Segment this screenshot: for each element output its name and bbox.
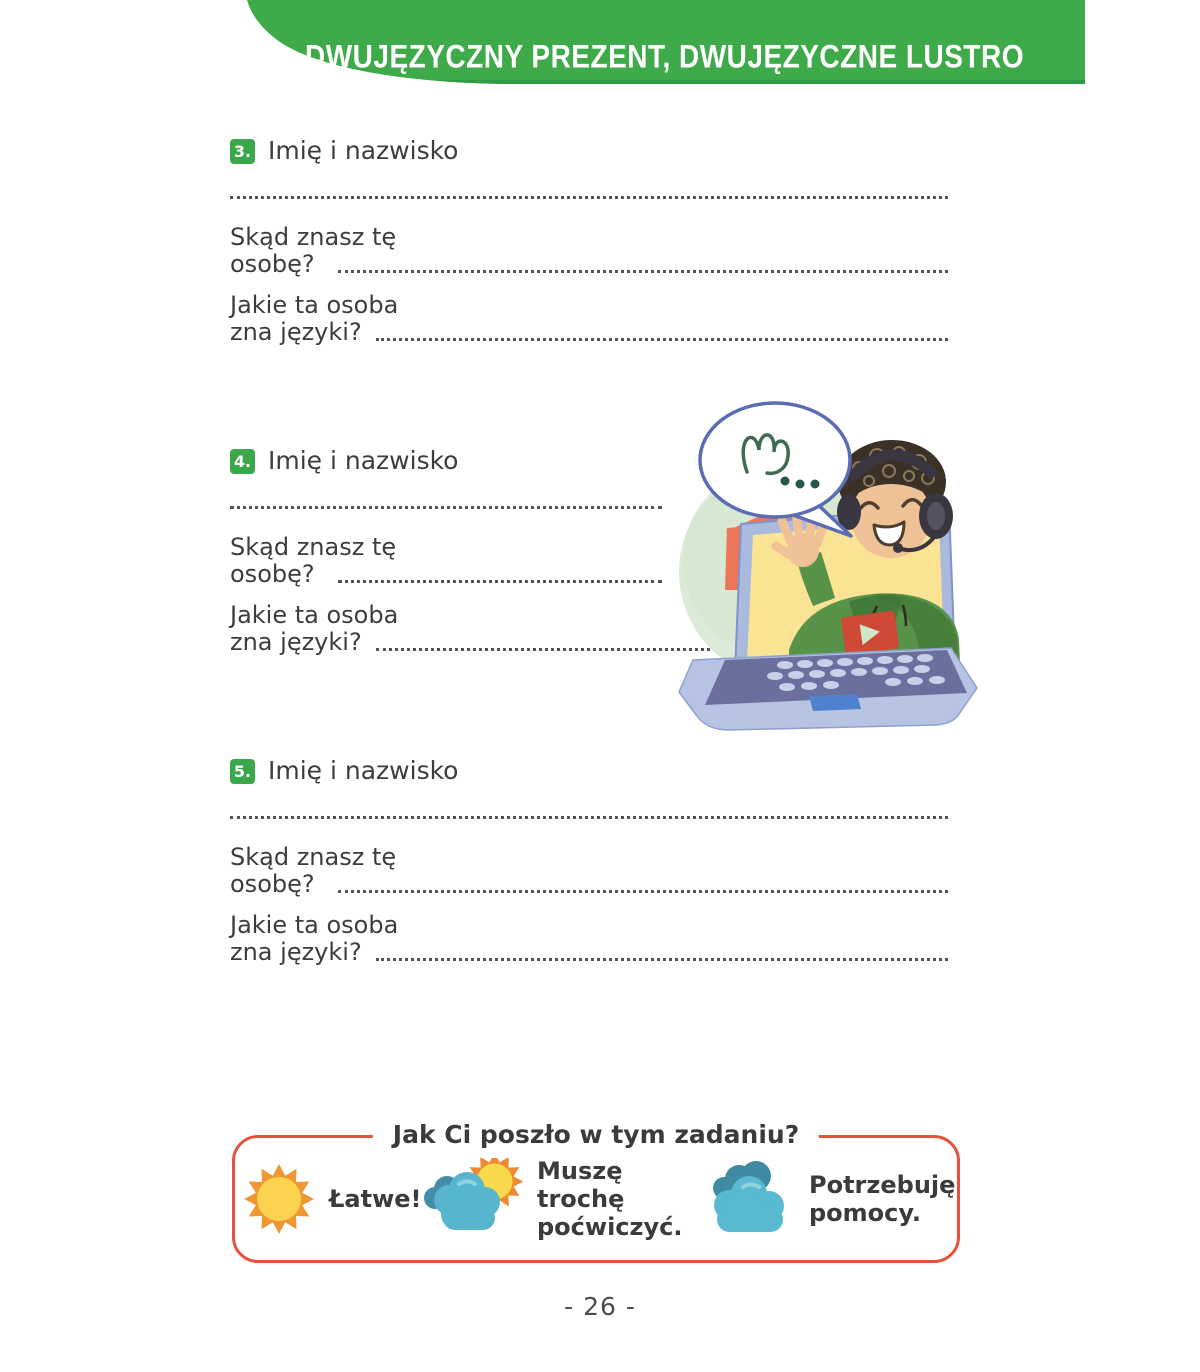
question-2-answer-line[interactable] bbox=[376, 648, 710, 651]
task-section-3 bbox=[230, 136, 950, 354]
name-label: Imię i nazwisko bbox=[268, 136, 459, 165]
question-2-answer-line[interactable] bbox=[376, 338, 948, 341]
play-badge-icon bbox=[841, 610, 900, 655]
question-2: Jakie ta osoba zna języki? bbox=[230, 911, 399, 966]
question-1-answer-line[interactable] bbox=[338, 270, 948, 273]
sun-behind-cloud-icon bbox=[419, 1158, 523, 1240]
page-number: - 26 - bbox=[564, 1292, 636, 1321]
name-answer-line[interactable] bbox=[230, 506, 662, 509]
option-label: Łatwe! bbox=[329, 1185, 422, 1213]
task-number: 3. bbox=[233, 142, 252, 161]
self-assessment-box bbox=[232, 1120, 960, 1263]
name-answer-line[interactable] bbox=[230, 196, 948, 199]
sun-icon bbox=[243, 1161, 315, 1237]
option-label: Potrzebuję pomocy. bbox=[809, 1171, 956, 1227]
name-answer-line[interactable] bbox=[230, 816, 948, 819]
question-1-answer-line[interactable] bbox=[338, 890, 948, 893]
cloud-icon bbox=[699, 1161, 795, 1237]
question-2: Jakie ta osoba zna języki? bbox=[230, 291, 399, 346]
option-label: Muszę trochę poćwiczyć. bbox=[537, 1157, 683, 1241]
question-2: Jakie ta osoba zna języki? bbox=[230, 601, 399, 656]
page-title: DWUJĘZYCZNY PREZENT, DWUJĘZYCZNE LUSTRO bbox=[305, 38, 1025, 75]
name-label: Imię i nazwisko bbox=[268, 756, 459, 785]
laptop-base bbox=[679, 648, 977, 730]
task-section-5 bbox=[230, 756, 950, 974]
feedback-title: Jak Ci poszło w tym zadaniu? bbox=[373, 1120, 819, 1149]
question-2-answer-line[interactable] bbox=[376, 958, 948, 961]
question-1: Skąd znasz tę osobę? bbox=[230, 843, 397, 898]
task-number-badge bbox=[230, 759, 255, 784]
option-practice[interactable] bbox=[419, 1157, 705, 1241]
task-number-badge bbox=[230, 449, 255, 474]
task-number-badge bbox=[230, 139, 255, 164]
option-need-help[interactable] bbox=[699, 1161, 977, 1237]
question-1: Skąd znasz tę osobę? bbox=[230, 533, 397, 588]
task-number: 5. bbox=[233, 762, 252, 781]
name-label: Imię i nazwisko bbox=[268, 446, 459, 475]
question-1-answer-line[interactable] bbox=[338, 580, 662, 583]
task-number: 4. bbox=[233, 452, 252, 471]
option-easy[interactable] bbox=[243, 1161, 421, 1237]
question-1: Skąd znasz tę osobę? bbox=[230, 223, 397, 278]
boy-on-video-call-illustration bbox=[663, 392, 983, 742]
